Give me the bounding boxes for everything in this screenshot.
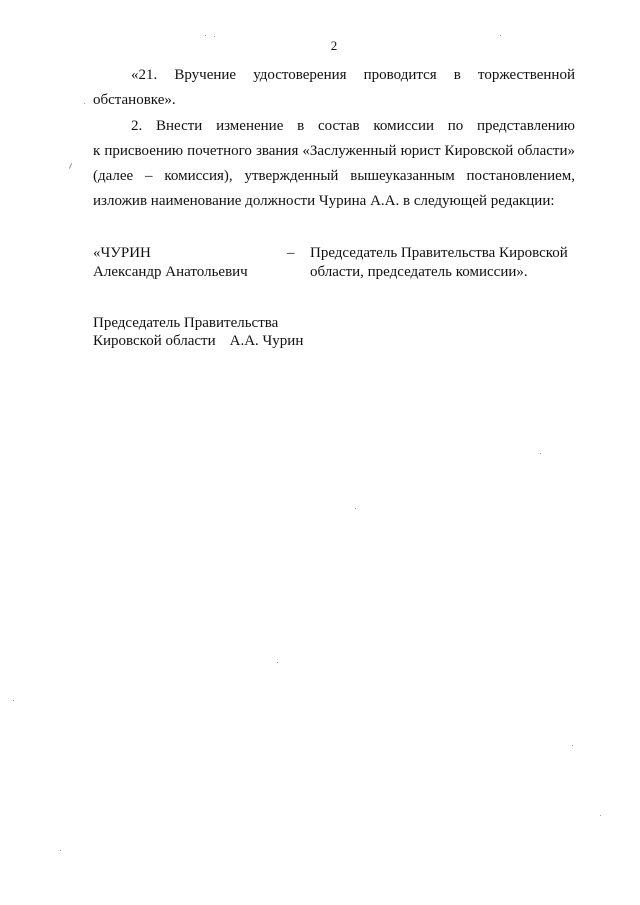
scan-speck (355, 508, 356, 509)
member-surname: «ЧУРИН (93, 245, 151, 261)
member-given-names: Александр Анатольевич (93, 264, 248, 280)
scan-speck (500, 35, 501, 36)
member-position-line: Председатель Правительства Кировской (310, 245, 568, 261)
paragraph-item-21 (93, 63, 575, 113)
scan-speck (600, 815, 601, 816)
scan-speck (13, 700, 14, 701)
paragraph-item-2 (93, 114, 575, 214)
scan-speck (205, 35, 206, 36)
scan-speck (69, 163, 72, 169)
signatory-title-line: Председатель Правительства (93, 315, 279, 331)
signature-block (93, 314, 303, 350)
paragraph-line: (далее – комиссия), утвержденный вышеуказанным постановлением, (93, 168, 575, 184)
paragraph-line: изложив наименование должности Чурина А.А. в следующей редакции: (93, 193, 555, 209)
scan-speck (84, 103, 85, 104)
member-name (93, 244, 283, 282)
member-position (310, 244, 585, 282)
paragraph-line: обстановке». (93, 92, 176, 108)
page-number: 2 (330, 38, 338, 53)
scan-speck (540, 453, 541, 454)
scan-speck (277, 662, 278, 663)
scan-speck (572, 745, 573, 746)
scan-speck (60, 850, 61, 851)
paragraph-line: 2. Внести изменение в состав комиссии по представлению (131, 118, 575, 134)
paragraph-line: к присвоению почетного звания «Заслуженный юрист Кировской области» (93, 143, 575, 159)
scan-speck (214, 36, 215, 37)
member-position-line: области, председатель комиссии». (310, 264, 528, 280)
signatory-name: А.А. Чурин (229, 333, 304, 349)
paragraph-line: «21. Вручение удостоверения проводится в торжественной (131, 67, 575, 83)
signatory-title-line: Кировской области (93, 333, 216, 349)
entry-dash: – (287, 245, 295, 261)
